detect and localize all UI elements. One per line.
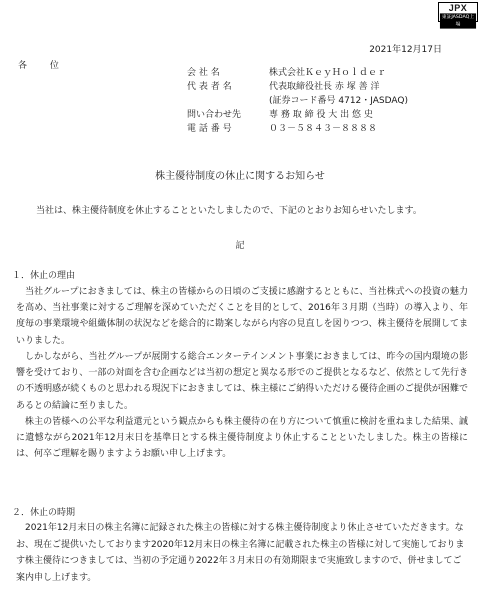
intro-text: 当社は、株主優待制度を休止することといたしましたので、下記のとおりお知らせいたします。	[36, 206, 422, 216]
representative-row	[187, 80, 379, 94]
ki-heading: 記	[235, 241, 245, 251]
jpx-listing-text: 東証JASDAQ上場	[441, 14, 475, 28]
securities-code-row	[187, 94, 408, 108]
phone-row	[187, 122, 377, 136]
section1-paragraph-2: しかしながら、当社グループが展開する総合エンターテインメント事業におきましては、昨今の国内環境の影響を受けており、一部の対面を含む企画などは当初の想定と異なる形でのご提供となるなど、依然として先行きの不透明感が続くものと思われる現況下におきましては、株主様にご納得いただける優待企画のご提供が困難であるとの結論に至りました。	[16, 352, 468, 411]
section1-heading: １．休止の理由	[12, 271, 76, 281]
company-name-row	[187, 66, 386, 80]
release-date: 2021年12月17日	[369, 45, 442, 55]
contact-label: 問い合わせ先	[187, 110, 242, 120]
section2-heading: ２．休止の時期	[12, 508, 76, 518]
phone-value: ０３－５８４３－８８８８	[269, 124, 378, 134]
company-name-label: 会 社 名	[187, 68, 220, 78]
securities-code-value: (証券コード番号 4712・JASDAQ)	[269, 96, 409, 106]
phone-label: 電 話 番 号	[187, 124, 232, 134]
jpx-logo	[438, 2, 478, 28]
addressee: 各 位	[18, 61, 69, 71]
contact-row	[187, 108, 373, 122]
representative-value: 代表取締役社長 赤 塚 善 洋	[269, 82, 380, 92]
jpx-logo-text: JPX	[448, 3, 468, 13]
section1-paragraph-1: 当社グループにおきましては、株主の皆様からの日頃のご支援に感謝するとともに、当社株式への投資の魅力を高め、当社事業に対するご理解を深めていただくことを目的として、2016年３月期（当時）の導入より、年度毎の事業環境や組織体制の状況などを総合的に勘案しながら内容の見直しを図りつつ、株主優待を展開してまいりました。	[16, 287, 468, 346]
representative-label: 代 表 者 名	[187, 82, 232, 92]
company-name-value: 株式会社ＫｅｙＨｏｌｄｅｒ	[269, 68, 387, 78]
section2-paragraph-1: 2021年12月末日の株主名簿に記録された株主の皆様に対する株主優待制度より休止させていただきます。なお、現在ご提供いたしております2020年12月末日の株主名簿に記載された株主の皆様に対して実施しております株主優待につきましては、当初の予定通り2022年３月末日の有効期限まで実施致しますので、併せましてご案内申し上げます。	[16, 523, 465, 583]
section1-paragraph-3: 株主の皆様への公平な利益還元という観点からも株主優待の在り方について慎重に検討を重ねました結果、誠に遺憾ながら2021年12月末日を基準日とする株主優待制度より休止することといたしました。株主の皆様には、何卒ご理解を賜りますようお願い申し上げます。	[16, 417, 468, 460]
contact-value: 専 務 取 締 役 大 出 悠 史	[269, 110, 373, 120]
document-title: 株主優待制度の休止に関するお知らせ	[155, 171, 325, 182]
